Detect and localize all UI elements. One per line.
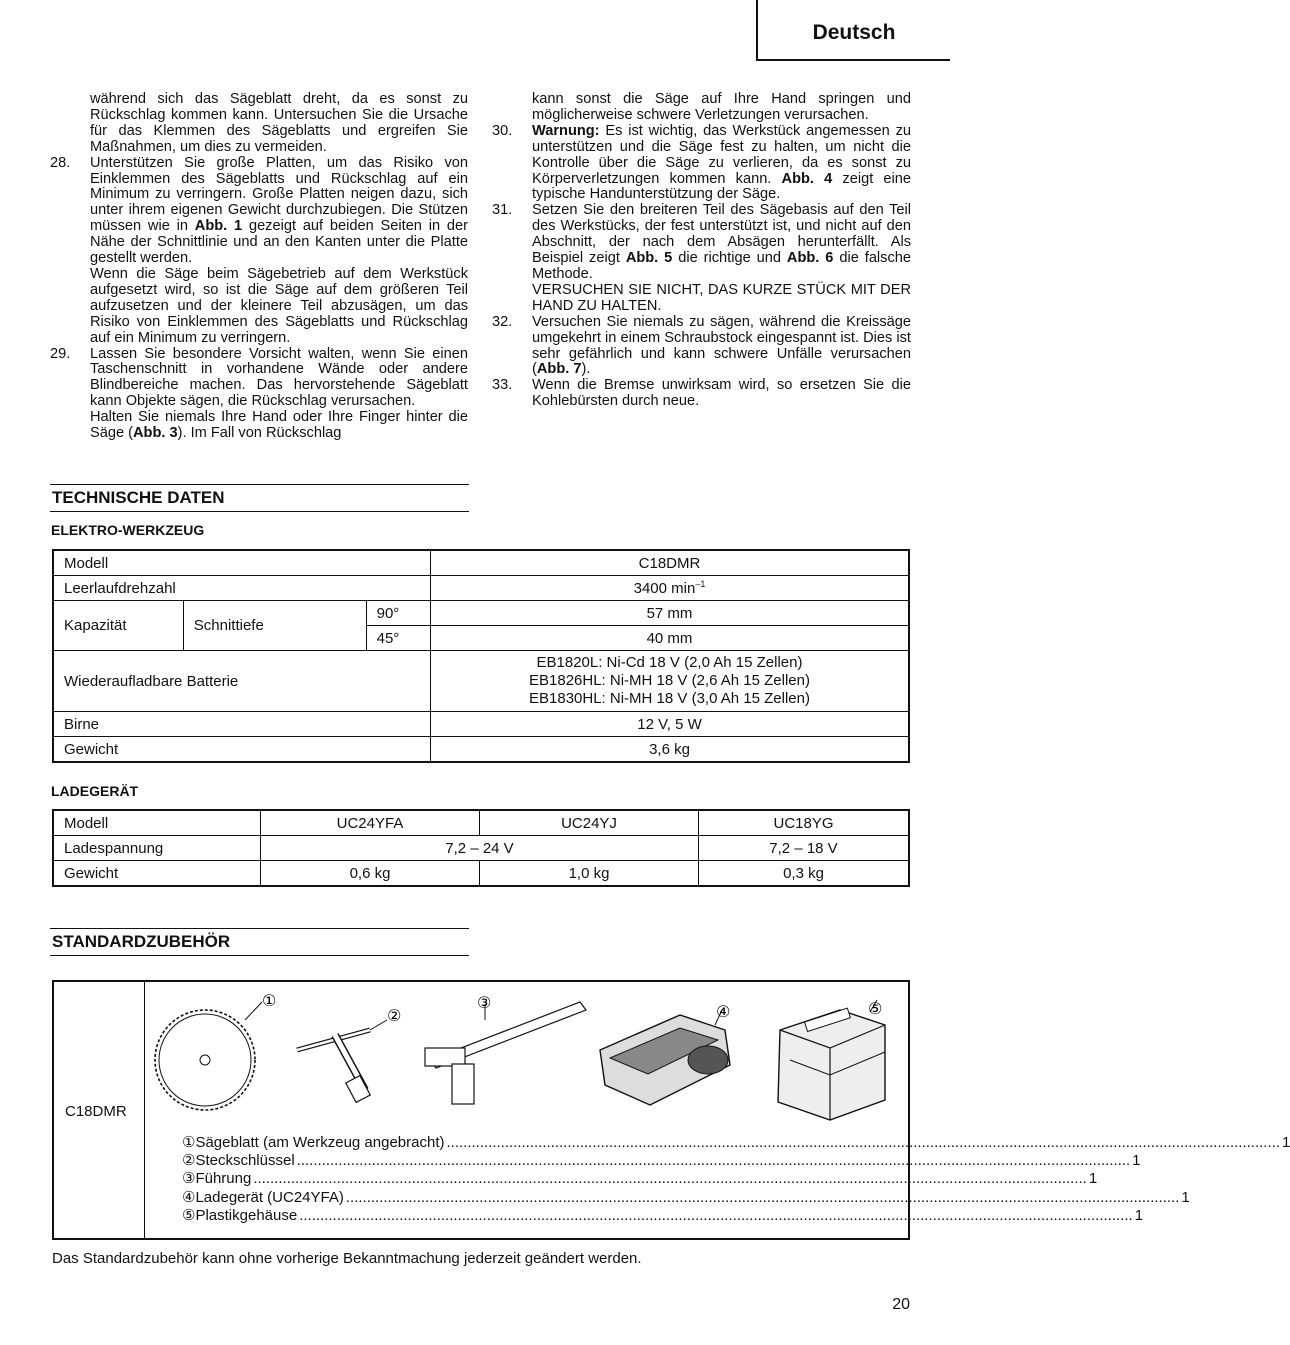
lade-gewicht-1: 0,6 kg bbox=[261, 861, 480, 887]
numbered-item bbox=[50, 347, 468, 411]
right-text-column bbox=[492, 92, 911, 410]
left-text-column bbox=[50, 92, 468, 442]
language-tab: Deutsch bbox=[756, 0, 950, 61]
paragraph: während sich das Sägeblatt dreht, da es sonst zu Rückschlag kommen kann. Untersuchen Sie die Ursache für das Klemmen des Sägeblatts und ergreifen Sie Maßnahmen, um dies zu vermeiden. bbox=[90, 91, 468, 155]
batterie-label: Wiederaufladbare Batterie bbox=[53, 651, 431, 712]
accessory-list bbox=[182, 1134, 1290, 1225]
text-run: die richtige und bbox=[672, 250, 787, 267]
lade-model-1: UC24YFA bbox=[261, 810, 480, 836]
standardzubehoer-heading: STANDARDZUBEHÖR bbox=[50, 928, 469, 956]
lade-model-3: UC18YG bbox=[699, 810, 910, 836]
kapazitaet-label: Kapazität bbox=[53, 601, 183, 651]
numbered-item bbox=[50, 156, 468, 267]
elektro-werkzeug-table bbox=[52, 549, 910, 763]
page-number: 20 bbox=[892, 1296, 910, 1313]
figure-ref: Abb. 7 bbox=[536, 361, 582, 378]
callout-3: ③ bbox=[477, 993, 492, 1012]
figure-ref: Abb. 1 bbox=[194, 218, 243, 235]
accessory-label: Führung bbox=[195, 1170, 252, 1188]
angle-45: 45° bbox=[366, 626, 430, 651]
zubehoer-model: C18DMR bbox=[65, 1103, 127, 1120]
accessory-quantity: 1 bbox=[1088, 1170, 1098, 1188]
accessory-item bbox=[182, 1152, 1141, 1170]
table-row bbox=[53, 601, 909, 626]
ladespannung-18: 7,2 – 18 V bbox=[699, 836, 910, 861]
accessory-number: ③ bbox=[182, 1170, 196, 1188]
accessory-label: Plastikgehäuse bbox=[195, 1206, 298, 1224]
accessory-quantity: 1 bbox=[1181, 1188, 1190, 1206]
figure-ref: Abb. 4 bbox=[781, 170, 833, 187]
table-row bbox=[53, 737, 909, 763]
ladegeraet-table bbox=[52, 809, 910, 887]
accessory-label: Ladegerät (UC24YFA) bbox=[195, 1188, 344, 1206]
text-run: Unterstützen Sie große Platten, um das Risiko von Einklemmen des Sägeblatts und Rückschlag auf ein Minimum zu verringern. Große Platten neigen dazu, sich unter ihrem eigenen Gewicht durchzubiegen. Die Stützen müssen wie in bbox=[90, 154, 468, 235]
depth-45: 40 mm bbox=[431, 626, 910, 651]
gewicht-label: Gewicht bbox=[53, 737, 431, 763]
birne-value: 12 V, 5 W bbox=[431, 712, 910, 737]
text-run: gezeigt auf beiden Seiten in der Nähe der Schnittlinie und an den Kanten unter die Platte gestellt werden. bbox=[90, 218, 468, 267]
wrench-icon bbox=[297, 1020, 387, 1102]
callout-2: ② bbox=[387, 1006, 402, 1025]
guide-icon bbox=[425, 1002, 586, 1104]
angle-90: 90° bbox=[366, 601, 430, 626]
accessory-number: ⑤ bbox=[182, 1206, 196, 1224]
plastic-case-icon bbox=[778, 1000, 885, 1120]
leerlauf-label: Leerlaufdrehzahl bbox=[53, 576, 431, 601]
numbered-item bbox=[492, 378, 911, 410]
ladespannung-label: Ladespannung bbox=[53, 836, 261, 861]
item-number: 31. bbox=[492, 202, 513, 219]
text-run: Versuchen Sie niemals zu sägen, während die Kreissäge umgekehrt in einem Schraubstock eingespannt ist. Dies ist sehr gefährlich und kann schwere Unfälle verursachen ( bbox=[532, 313, 911, 378]
callout-1: ① bbox=[262, 991, 277, 1010]
lade-gewicht-3: 0,3 kg bbox=[699, 861, 910, 887]
accessory-label: Sägeblatt (am Werkzeug angebracht) bbox=[195, 1134, 445, 1151]
text-run: zeigt eine typische Handunterstützung der Säge. bbox=[532, 170, 912, 203]
lade-gewicht-2: 1,0 kg bbox=[480, 861, 699, 887]
text-run: Wenn die Bremse unwirksam wird, so ersetzen Sie die Kohlebürsten durch neue. bbox=[532, 377, 911, 410]
technische-daten-heading: TECHNISCHE DATEN bbox=[50, 484, 469, 512]
batterie-values: EB1820L: Ni-Cd 18 V (2,0 Ah 15 Zellen) EB1826HL: Ni-MH 18 V (2,6 Ah 15 Zellen) EB1830HL: Ni-MH 18 V (3,0 Ah 15 Zellen) bbox=[431, 651, 910, 712]
accessory-illustrations bbox=[140, 990, 900, 1130]
leader-dots: ........................................................................................................................................................................................................ bbox=[299, 1206, 1133, 1224]
text-run: Setzen Sie den breiteren Teil des Sägebasis auf den Teil des Werkstücks, der fest unterstützt ist, und nicht auf den Abschnitt, der nach dem Absägen herunterfällt. Als Beispiel zeigt bbox=[532, 202, 911, 267]
leader-dots: ........................................................................................................................................................................................................ bbox=[253, 1170, 1087, 1188]
leader-dots: ........................................................................................................................................................................................................ bbox=[345, 1188, 1180, 1206]
text-run: ). bbox=[581, 361, 591, 378]
leader-dots: ........................................................................................................................................................................................................ bbox=[446, 1134, 1280, 1151]
accessory-number: ② bbox=[182, 1152, 196, 1170]
paragraph: kann sonst die Säge auf Ihre Hand springen und möglicherweise schwere Verletzungen verursachen. bbox=[532, 91, 911, 123]
callout-4: ④ bbox=[716, 1002, 731, 1021]
figure-ref: Abb. 3 bbox=[133, 425, 178, 442]
item-number: 28. bbox=[50, 154, 71, 171]
table-row bbox=[53, 836, 909, 861]
text-run: Es ist wichtig, das Werkstück angemessen zu unterstützen und die Säge fest zu halten, um nicht die Kontrolle über die Säge zu verlieren, da es sonst zu Körperverletzungen kommen kann. bbox=[532, 122, 911, 187]
item-number: 30. bbox=[492, 122, 513, 139]
table-row bbox=[53, 576, 909, 601]
text-run: Halten Sie niemals Ihre Hand oder Ihre Finger hinter die Säge ( bbox=[90, 409, 468, 442]
zubehoer-model-cell bbox=[54, 982, 145, 1238]
text-run: ). Im Fall von Rückschlag bbox=[177, 425, 342, 442]
numbered-item bbox=[492, 124, 911, 204]
text-run: die falsche Methode. bbox=[532, 250, 911, 282]
accessory-item bbox=[182, 1188, 1190, 1207]
lade-gewicht-label: Gewicht bbox=[53, 861, 261, 887]
accessory-item bbox=[182, 1206, 1144, 1225]
item-number: 32. bbox=[492, 313, 513, 330]
text-run: Lassen Sie besondere Vorsicht walten, wenn Sie einen Taschenschnitt in vorhandene Wände oder andere Blindbereiche machen. Das hervorstehende Sägeblatt kann Objekte sägen, die Rückschlag verursachen. bbox=[90, 345, 468, 410]
ladegeraet-heading: LADEGERÄT bbox=[51, 783, 139, 799]
paragraph: VERSUCHEN SIE NICHT, DAS KURZE STÜCK MIT DER HAND ZU HALTEN. bbox=[532, 281, 911, 314]
lade-modell-label: Modell bbox=[53, 810, 261, 836]
accessory-number: ④ bbox=[182, 1188, 196, 1206]
accessory-quantity: 1 bbox=[1134, 1206, 1144, 1224]
figure-ref: Abb. 6 bbox=[786, 250, 834, 267]
ladespannung-24: 7,2 – 24 V bbox=[261, 836, 699, 861]
item-number: 33. bbox=[492, 377, 513, 394]
schnitttiefe-label: Schnittiefe bbox=[183, 601, 366, 651]
paragraph bbox=[50, 410, 468, 442]
item-number: 29. bbox=[50, 345, 71, 362]
table-row bbox=[53, 651, 909, 712]
accessory-label: Steckschlüssel bbox=[195, 1152, 295, 1170]
accessory-item bbox=[182, 1170, 1098, 1188]
callout-5: ⑤ bbox=[868, 999, 883, 1018]
elektro-werkzeug-heading: ELEKTRO-WERKZEUG bbox=[51, 522, 205, 538]
lade-model-2: UC24YJ bbox=[480, 810, 699, 836]
leerlauf-value: 3400 $\min^{-1}$ bbox=[431, 576, 910, 601]
accessory-item bbox=[182, 1134, 1290, 1152]
charger-icon bbox=[600, 1010, 730, 1105]
birne-label: Birne bbox=[53, 712, 431, 737]
table-row bbox=[53, 550, 909, 576]
table-row bbox=[53, 712, 909, 737]
numbered-item bbox=[492, 315, 911, 379]
modell-label: Modell bbox=[53, 550, 431, 576]
table-row bbox=[53, 861, 909, 887]
depth-90: 57 mm bbox=[431, 601, 910, 626]
leader-dots: ........................................................................................................................................................................................................ bbox=[296, 1152, 1131, 1170]
table-row bbox=[53, 810, 909, 836]
gewicht-value: 3,6 kg bbox=[431, 737, 910, 763]
numbered-item bbox=[492, 203, 911, 283]
accessory-number: ① bbox=[182, 1134, 196, 1151]
paragraph: Wenn die Säge beim Sägebetrieb auf dem Werkstück aufgesetzt wird, so ist die Säge auf dem größeren Teil aufzusetzen und der kleinere Teil abzusägen, um das Risiko von Einklemmen des Sägeblatts und Rückschlag auf ein Minimum zu verringern. bbox=[90, 265, 468, 346]
figure-ref: Abb. 5 bbox=[625, 250, 673, 267]
accessory-quantity: 1 bbox=[1281, 1134, 1290, 1151]
accessory-quantity: 1 bbox=[1132, 1152, 1141, 1170]
figure-ref: Warnung: bbox=[532, 122, 600, 139]
saw-blade-icon bbox=[155, 1002, 262, 1110]
modell-value: C18DMR bbox=[431, 550, 910, 576]
zubehoer-footnote: Das Standardzubehör kann ohne vorherige Bekanntmachung jederzeit geändert werden. bbox=[52, 1250, 642, 1267]
